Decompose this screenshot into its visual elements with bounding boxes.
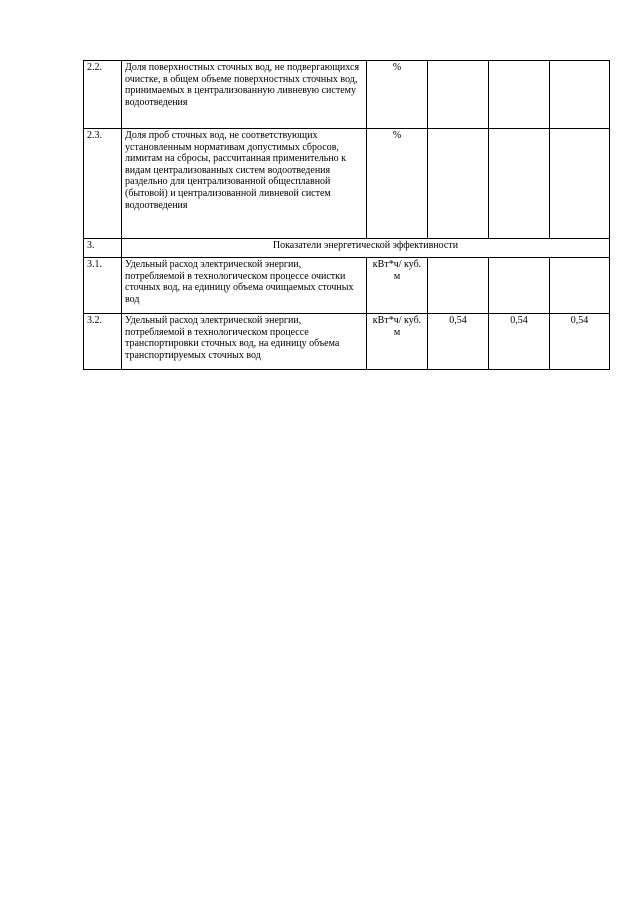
value-cell-2 (489, 258, 550, 314)
section-title: Показатели энергетической эффективности (122, 239, 610, 258)
value-cell-1: 0,54 (428, 314, 489, 370)
table-row (84, 61, 610, 129)
value-cell-3 (550, 258, 610, 314)
table-row (84, 314, 610, 370)
unit-cell: % (367, 129, 428, 239)
value-cell-1 (428, 258, 489, 314)
row-number: 2.3. (84, 129, 122, 239)
value-cell-1 (428, 61, 489, 129)
value-cell-2 (489, 61, 550, 129)
value-cell-3: 0,54 (550, 314, 610, 370)
table-row (84, 258, 610, 314)
row-number: 3.1. (84, 258, 122, 314)
indicator-text: Доля поверхностных сточных вод, не подвергающихся очистке, в общем объеме поверхностных сточных вод, принимаемых в централизованную ливневую систему водоотведения (122, 61, 367, 129)
value-cell-3 (550, 129, 610, 239)
value-cell-3 (550, 61, 610, 129)
indicator-text: Удельный расход электрической энергии, потребляемой в технологическом процессе очистки сточных вод, на единицу объема очищаемых сточных вод (122, 258, 367, 314)
indicators-table (83, 60, 610, 370)
indicator-text: Удельный расход электрической энергии, потребляемой в технологическом процессе транспортировки сточных вод, на единицу объема транспортируемых сточных вод (122, 314, 367, 370)
row-number: 3.2. (84, 314, 122, 370)
indicator-text: Доля проб сточных вод, не соответствующих установленным нормативам допустимых сбросов, лимитам на сбросы, рассчитанная применительно к видам централизованных систем водоотведения раздельно для централизованной общесплавной (бытовой) и централизованной ливневой систем водоотведения (122, 129, 367, 239)
value-cell-2: 0,54 (489, 314, 550, 370)
row-number: 3. (84, 239, 122, 258)
value-cell-2 (489, 129, 550, 239)
table-row (84, 129, 610, 239)
unit-cell: кВт*ч/ куб. м (367, 258, 428, 314)
section-row (84, 239, 610, 258)
value-cell-1 (428, 129, 489, 239)
row-number: 2.2. (84, 61, 122, 129)
unit-cell: кВт*ч/ куб. м (367, 314, 428, 370)
unit-cell: % (367, 61, 428, 129)
